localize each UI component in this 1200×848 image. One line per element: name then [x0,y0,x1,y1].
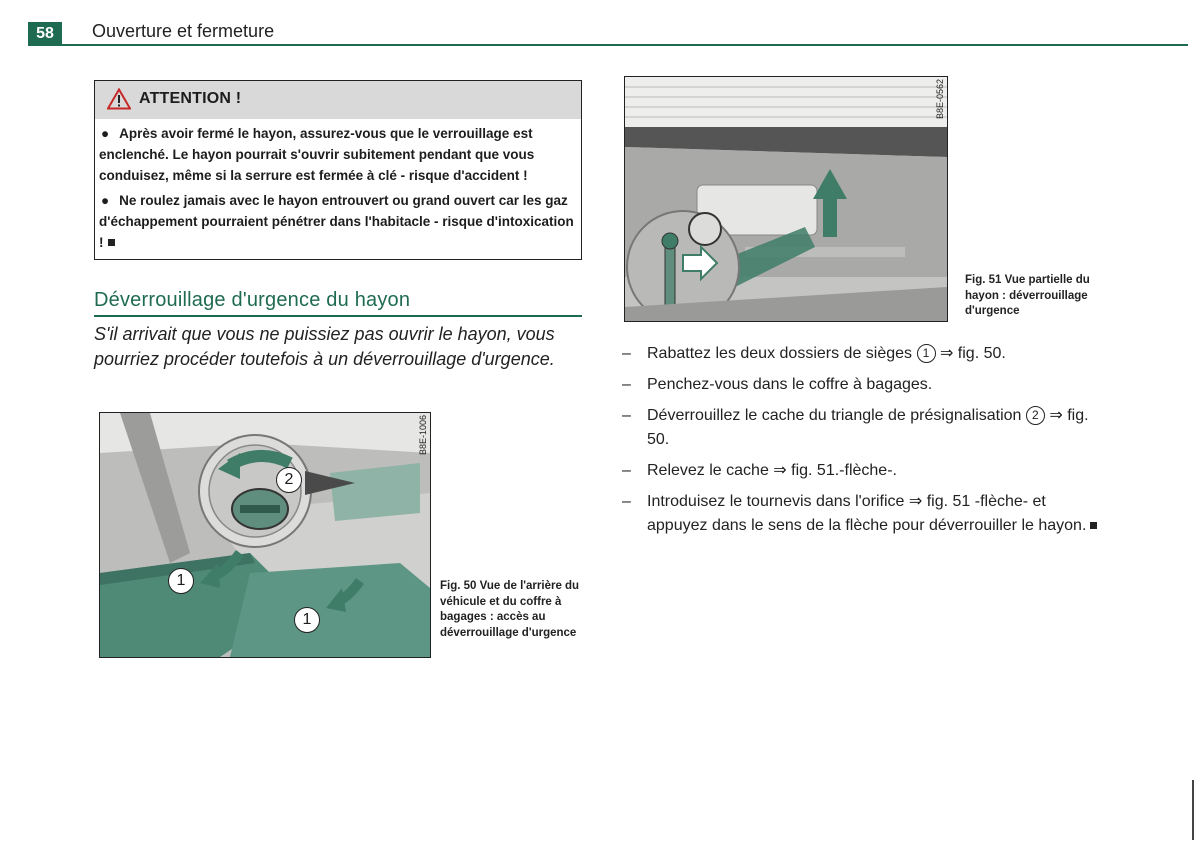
figure-code: B8E-1006 [418,415,428,456]
bullet-icon: ● [101,193,110,208]
end-mark-icon [108,239,115,246]
figure-51-illustration [624,76,948,322]
page-edge-mark [1192,780,1194,840]
marker-1: 1 [168,568,194,594]
step-text: Relevez le cache ⇒ fig. 51.-flèche-. [647,462,897,479]
figure-50-caption: Fig. 50 Vue de l'arrière du véhicule et du coffre à bagages : accès au déverrouillage d'urgence [440,580,580,639]
section-rule [94,315,582,317]
header-rule [28,44,1188,46]
warning-header [95,81,581,119]
list-item [622,490,1108,538]
dash-icon: – [622,462,631,479]
figure-reference[interactable]: ⇒ fig. 50. [647,407,1089,448]
page-number: 58 [28,22,62,46]
chapter-title: Ouverture et fermeture [92,21,275,41]
warning-title: ATTENTION ! [139,90,242,107]
dash-icon: – [622,407,631,424]
warning-item [95,190,581,253]
bullet-icon: ● [101,126,110,141]
dash-icon: – [622,376,631,393]
dash-icon: – [622,345,631,362]
step-text: Penchez-vous dans le coffre à bagages. [647,376,933,393]
warning-item [95,123,581,186]
figure-reference[interactable]: ⇒ fig. 50. [939,345,1006,362]
warning-item-text: Après avoir fermé le hayon, assurez-vous que le verrouillage est enclenché. Le hayon pourrait s'ouvrir subitement pendant que vous conduisez, même si la serrure est fermée à clé - risque d'accident ! [99,126,535,183]
list-item [622,459,1108,483]
list-item [622,404,1108,452]
marker-1: 1 [294,607,320,633]
step-text: Rabattez les deux dossiers de sièges [647,345,913,362]
figure-51-caption: Fig. 51 Vue partielle du hayon : déverrouillage d'urgence [965,274,1090,317]
marker-1: 1 [917,344,936,363]
step-text: Introduisez le tournevis dans l'orifice ⇒ fig. 51 -flèche- et appuyez dans le sens de la flèche pour déverrouiller le hayon. [647,493,1087,534]
section-intro: S'il arrivait que vous ne puissiez pas ouvrir le hayon, vous pourriez procéder toutefois à un déverrouillage d'urgence. [94,324,555,369]
marker-2: 2 [1026,406,1045,425]
step-text: Déverrouillez le cache du triangle de présignalisation [647,407,1022,424]
warning-item-text: Ne roulez jamais avec le hayon entrouvert ou grand ouvert car les gaz d'échappement pourraient pénétrer dans l'habitacle - risque d'intoxication ! [99,193,574,250]
figure-50-illustration [99,412,431,658]
list-item [622,342,1108,366]
dash-icon: – [622,493,631,510]
warning-triangle-icon [107,88,131,110]
figure-code: B8E-0562 [935,79,945,120]
section-title: Déverrouillage d'urgence du hayon [94,289,411,311]
warning-box [94,80,582,260]
end-mark-icon [1090,522,1097,529]
list-item [622,373,1108,397]
marker-2: 2 [276,467,302,493]
instruction-steps [622,342,1108,545]
